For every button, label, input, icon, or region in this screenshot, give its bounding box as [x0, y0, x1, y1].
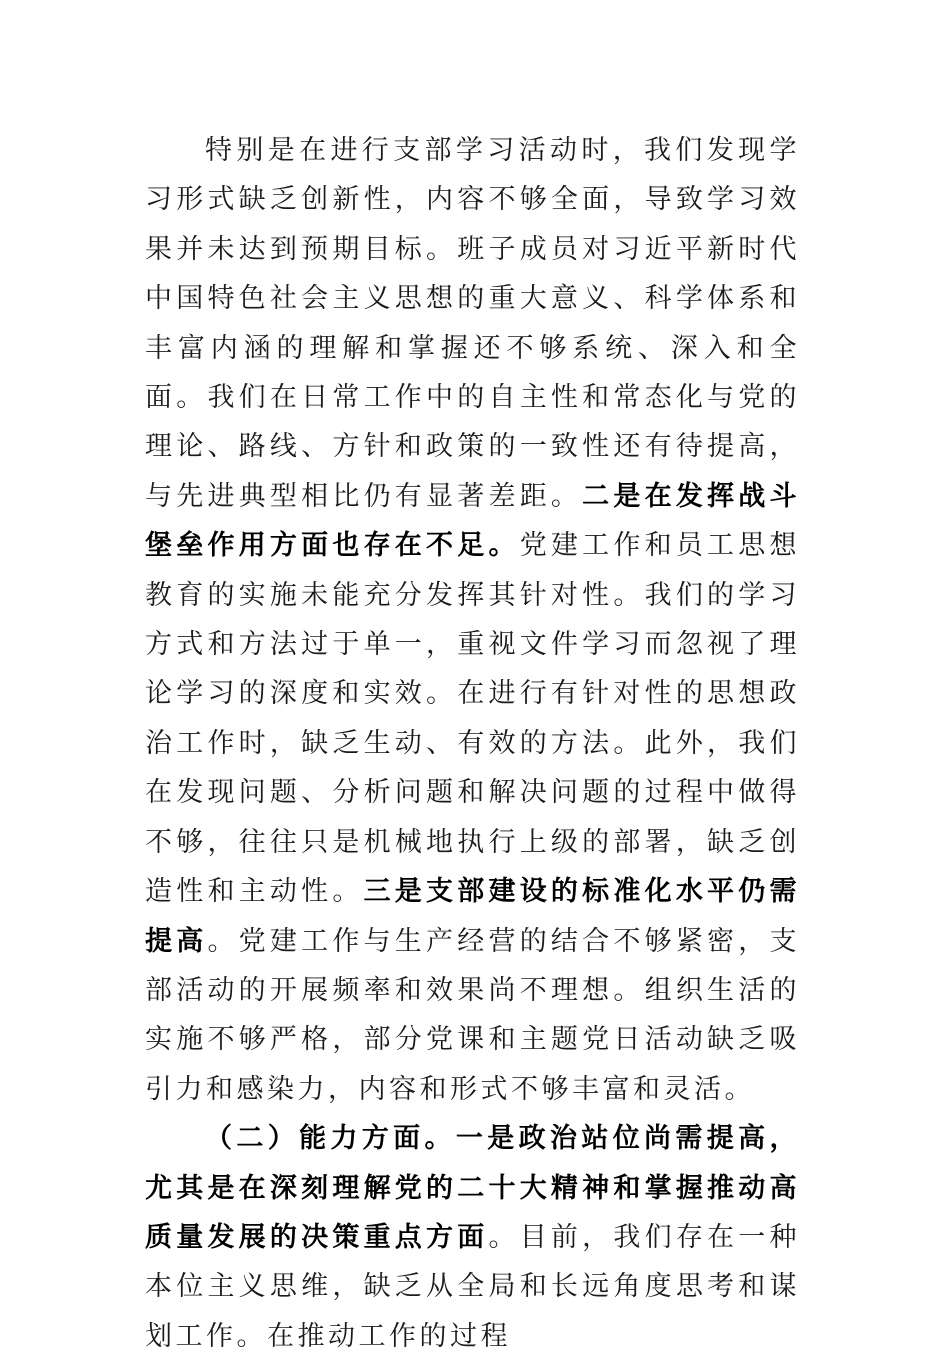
- document-body: [145, 126, 800, 1361]
- paragraph-party-study: [145, 126, 800, 1114]
- paragraph-text: 。党建工作与生产经营的结合不够紧密，支部活动的开展频率和效果尚不理想。组织生活的实施不够严格，部分党课和主题党日活动缺乏吸引力和感染力，内容和形式不够丰富和灵活。: [145, 925, 801, 1105]
- paragraph-text: 党建工作和员工思想教育的实施未能充分发挥其针对性。我们的学习方式和方法过于单一，重视文件学习而忽视了理论学习的深度和实效。在进行有针对性的思想政治工作时，缺乏生动、有效的方法。此外，我们在发现问题、分析问题和解决问题的过程中做得不够，往往只是机械地执行上级的部署，缺乏创造性和主动性。: [145, 530, 801, 908]
- bold-heading-ability: （二）能力方面。一是政治站位尚需提高，尤其是在深刻理解党的二十大精神和掌握推动高质量发展的决策重点方面: [145, 1123, 800, 1253]
- paragraph-ability: [145, 1114, 800, 1361]
- paragraph-text: 。目前，我们存在一种本位主义思维，缺乏从全局和长远角度思考和谋划工作。在推动工作的过程: [145, 1221, 801, 1352]
- bold-heading-point-two: 二是在发挥战斗堡垒作用方面也存在不足。: [145, 480, 801, 562]
- paragraph-text: 特别是在进行支部学习活动时，我们发现学习形式缺乏创新性，内容不够全面，导致学习效果并未达到预期目标。班子成员对习近平新时代中国特色社会主义思想的重大意义、科学体系和丰富内涵的理解和掌握还不够系统、深入和全面。我们在日常工作中的自主性和常态化与党的理论、路线、方针和政策的一致性还有待提高，与先进典型相比仍有显著差距。: [145, 135, 800, 512]
- bold-heading-point-three: 三是支部建设的标准化水平仍需提高: [145, 876, 801, 957]
